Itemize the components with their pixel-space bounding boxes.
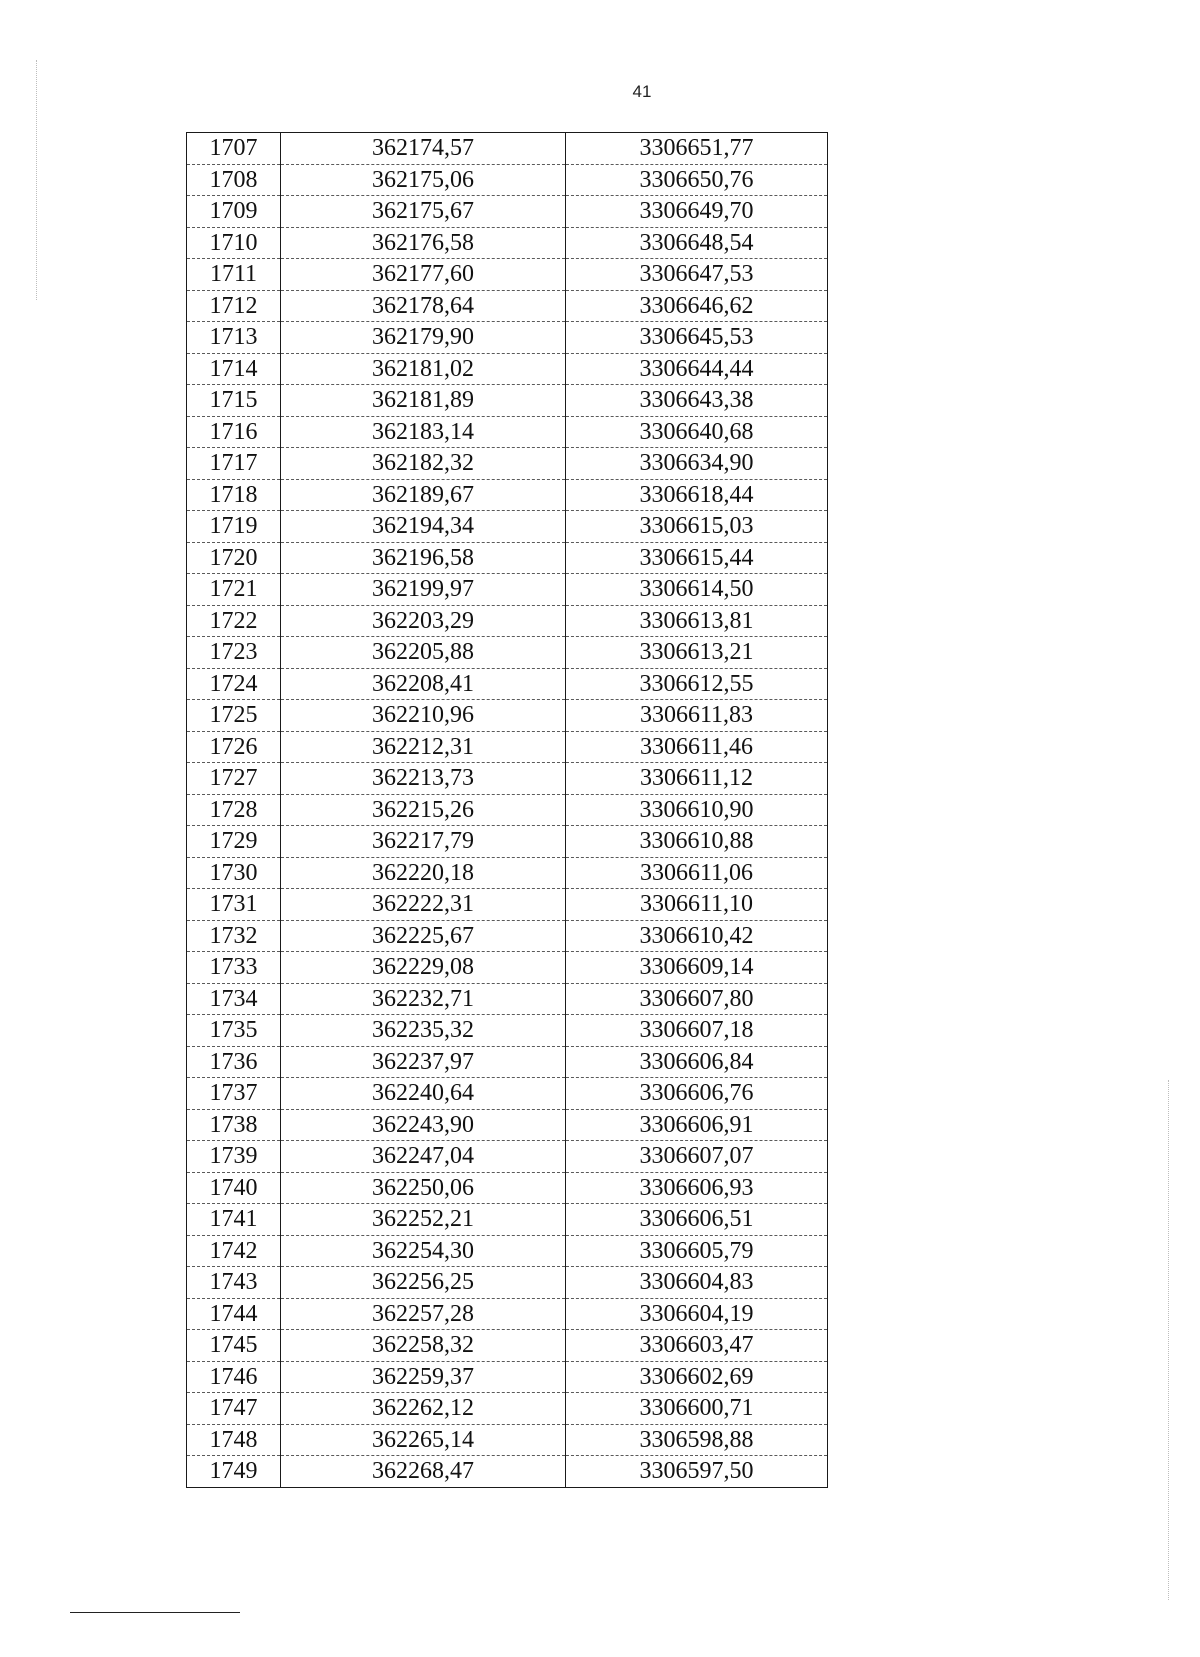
- y-coordinate-cell: 3306605,79: [566, 1235, 828, 1267]
- table-row: [187, 227, 828, 259]
- y-coordinate-cell: 3306651,77: [566, 133, 828, 165]
- point-number-cell: 1749: [187, 1456, 281, 1488]
- x-coordinate-cell: 362229,08: [281, 952, 566, 984]
- table-row: [187, 920, 828, 952]
- table-row: [187, 1046, 828, 1078]
- point-number-cell: 1746: [187, 1361, 281, 1393]
- y-coordinate-cell: 3306646,62: [566, 290, 828, 322]
- table-row: [187, 1235, 828, 1267]
- y-coordinate-cell: 3306611,12: [566, 763, 828, 795]
- point-number-cell: 1734: [187, 983, 281, 1015]
- x-coordinate-cell: 362213,73: [281, 763, 566, 795]
- table-row: [187, 133, 828, 165]
- table-row: [187, 1204, 828, 1236]
- table-row: [187, 322, 828, 354]
- point-number-cell: 1716: [187, 416, 281, 448]
- point-number-cell: 1738: [187, 1109, 281, 1141]
- y-coordinate-cell: 3306597,50: [566, 1456, 828, 1488]
- table-row: [187, 448, 828, 480]
- x-coordinate-cell: 362259,37: [281, 1361, 566, 1393]
- x-coordinate-cell: 362181,02: [281, 353, 566, 385]
- table-row: [187, 416, 828, 448]
- point-number-cell: 1728: [187, 794, 281, 826]
- y-coordinate-cell: 3306607,80: [566, 983, 828, 1015]
- y-coordinate-cell: 3306649,70: [566, 196, 828, 228]
- y-coordinate-cell: 3306610,88: [566, 826, 828, 858]
- table-row: [187, 353, 828, 385]
- table-row: [187, 1015, 828, 1047]
- point-number-cell: 1717: [187, 448, 281, 480]
- point-number-cell: 1708: [187, 164, 281, 196]
- y-coordinate-cell: 3306602,69: [566, 1361, 828, 1393]
- x-coordinate-cell: 362225,67: [281, 920, 566, 952]
- coordinates-table-body: [187, 133, 828, 1488]
- x-coordinate-cell: 362256,25: [281, 1267, 566, 1299]
- scan-artifact-left: [36, 60, 37, 300]
- table-row: [187, 605, 828, 637]
- point-number-cell: 1739: [187, 1141, 281, 1173]
- table-row: [187, 1141, 828, 1173]
- x-coordinate-cell: 362237,97: [281, 1046, 566, 1078]
- x-coordinate-cell: 362175,67: [281, 196, 566, 228]
- point-number-cell: 1725: [187, 700, 281, 732]
- y-coordinate-cell: 3306640,68: [566, 416, 828, 448]
- y-coordinate-cell: 3306648,54: [566, 227, 828, 259]
- table-row: [187, 700, 828, 732]
- scan-artifact-right: [1168, 1080, 1169, 1600]
- x-coordinate-cell: 362258,32: [281, 1330, 566, 1362]
- point-number-cell: 1730: [187, 857, 281, 889]
- point-number-cell: 1710: [187, 227, 281, 259]
- x-coordinate-cell: 362240,64: [281, 1078, 566, 1110]
- footnote-separator: [70, 1612, 240, 1613]
- x-coordinate-cell: 362182,32: [281, 448, 566, 480]
- table-row: [187, 1393, 828, 1425]
- table-row: [187, 983, 828, 1015]
- table-row: [187, 1267, 828, 1299]
- y-coordinate-cell: 3306610,42: [566, 920, 828, 952]
- x-coordinate-cell: 362262,12: [281, 1393, 566, 1425]
- table-row: [187, 889, 828, 921]
- table-row: [187, 794, 828, 826]
- y-coordinate-cell: 3306615,03: [566, 511, 828, 543]
- table-row: [187, 542, 828, 574]
- table-row: [187, 952, 828, 984]
- point-number-cell: 1711: [187, 259, 281, 291]
- point-number-cell: 1731: [187, 889, 281, 921]
- y-coordinate-cell: 3306650,76: [566, 164, 828, 196]
- y-coordinate-cell: 3306614,50: [566, 574, 828, 606]
- x-coordinate-cell: 362250,06: [281, 1172, 566, 1204]
- y-coordinate-cell: 3306611,10: [566, 889, 828, 921]
- y-coordinate-cell: 3306606,91: [566, 1109, 828, 1141]
- x-coordinate-cell: 362212,31: [281, 731, 566, 763]
- x-coordinate-cell: 362183,14: [281, 416, 566, 448]
- x-coordinate-cell: 362179,90: [281, 322, 566, 354]
- y-coordinate-cell: 3306606,84: [566, 1046, 828, 1078]
- table-row: [187, 1109, 828, 1141]
- point-number-cell: 1719: [187, 511, 281, 543]
- y-coordinate-cell: 3306634,90: [566, 448, 828, 480]
- table-row: [187, 196, 828, 228]
- x-coordinate-cell: 362220,18: [281, 857, 566, 889]
- point-number-cell: 1712: [187, 290, 281, 322]
- y-coordinate-cell: 3306607,07: [566, 1141, 828, 1173]
- x-coordinate-cell: 362210,96: [281, 700, 566, 732]
- y-coordinate-cell: 3306615,44: [566, 542, 828, 574]
- y-coordinate-cell: 3306643,38: [566, 385, 828, 417]
- y-coordinate-cell: 3306604,83: [566, 1267, 828, 1299]
- x-coordinate-cell: 362196,58: [281, 542, 566, 574]
- table-row: [187, 731, 828, 763]
- y-coordinate-cell: 3306644,44: [566, 353, 828, 385]
- table-row: [187, 511, 828, 543]
- table-row: [187, 1172, 828, 1204]
- x-coordinate-cell: 362254,30: [281, 1235, 566, 1267]
- x-coordinate-cell: 362194,34: [281, 511, 566, 543]
- y-coordinate-cell: 3306645,53: [566, 322, 828, 354]
- table-row: [187, 1330, 828, 1362]
- x-coordinate-cell: 362217,79: [281, 826, 566, 858]
- table-row: [187, 763, 828, 795]
- x-coordinate-cell: 362265,14: [281, 1424, 566, 1456]
- point-number-cell: 1745: [187, 1330, 281, 1362]
- y-coordinate-cell: 3306618,44: [566, 479, 828, 511]
- x-coordinate-cell: 362235,32: [281, 1015, 566, 1047]
- table-row: [187, 259, 828, 291]
- point-number-cell: 1743: [187, 1267, 281, 1299]
- y-coordinate-cell: 3306647,53: [566, 259, 828, 291]
- point-number-cell: 1707: [187, 133, 281, 165]
- x-coordinate-cell: 362175,06: [281, 164, 566, 196]
- x-coordinate-cell: 362176,58: [281, 227, 566, 259]
- x-coordinate-cell: 362268,47: [281, 1456, 566, 1488]
- x-coordinate-cell: 362252,21: [281, 1204, 566, 1236]
- point-number-cell: 1721: [187, 574, 281, 606]
- table-row: [187, 637, 828, 669]
- y-coordinate-cell: 3306606,51: [566, 1204, 828, 1236]
- point-number-cell: 1732: [187, 920, 281, 952]
- y-coordinate-cell: 3306613,81: [566, 605, 828, 637]
- point-number-cell: 1718: [187, 479, 281, 511]
- point-number-cell: 1733: [187, 952, 281, 984]
- point-number-cell: 1735: [187, 1015, 281, 1047]
- coordinates-table: [186, 132, 828, 1488]
- point-number-cell: 1736: [187, 1046, 281, 1078]
- x-coordinate-cell: 362247,04: [281, 1141, 566, 1173]
- y-coordinate-cell: 3306606,93: [566, 1172, 828, 1204]
- y-coordinate-cell: 3306606,76: [566, 1078, 828, 1110]
- y-coordinate-cell: 3306611,06: [566, 857, 828, 889]
- point-number-cell: 1741: [187, 1204, 281, 1236]
- point-number-cell: 1740: [187, 1172, 281, 1204]
- y-coordinate-cell: 3306603,47: [566, 1330, 828, 1362]
- x-coordinate-cell: 362177,60: [281, 259, 566, 291]
- table-row: [187, 1456, 828, 1488]
- x-coordinate-cell: 362208,41: [281, 668, 566, 700]
- y-coordinate-cell: 3306611,46: [566, 731, 828, 763]
- table-row: [187, 574, 828, 606]
- table-row: [187, 1298, 828, 1330]
- point-number-cell: 1737: [187, 1078, 281, 1110]
- table-row: [187, 826, 828, 858]
- point-number-cell: 1729: [187, 826, 281, 858]
- point-number-cell: 1713: [187, 322, 281, 354]
- point-number-cell: 1744: [187, 1298, 281, 1330]
- page-number: 41: [632, 82, 652, 101]
- y-coordinate-cell: 3306610,90: [566, 794, 828, 826]
- point-number-cell: 1709: [187, 196, 281, 228]
- table-row: [187, 1361, 828, 1393]
- table-row: [187, 1078, 828, 1110]
- y-coordinate-cell: 3306613,21: [566, 637, 828, 669]
- y-coordinate-cell: 3306604,19: [566, 1298, 828, 1330]
- x-coordinate-cell: 362215,26: [281, 794, 566, 826]
- x-coordinate-cell: 362243,90: [281, 1109, 566, 1141]
- x-coordinate-cell: 362222,31: [281, 889, 566, 921]
- y-coordinate-cell: 3306611,83: [566, 700, 828, 732]
- table-row: [187, 857, 828, 889]
- table-row: [187, 290, 828, 322]
- table-row: [187, 164, 828, 196]
- x-coordinate-cell: 362189,67: [281, 479, 566, 511]
- y-coordinate-cell: 3306598,88: [566, 1424, 828, 1456]
- y-coordinate-cell: 3306607,18: [566, 1015, 828, 1047]
- point-number-cell: 1714: [187, 353, 281, 385]
- table-row: [187, 385, 828, 417]
- point-number-cell: 1715: [187, 385, 281, 417]
- point-number-cell: 1726: [187, 731, 281, 763]
- table-row: [187, 1424, 828, 1456]
- point-number-cell: 1727: [187, 763, 281, 795]
- x-coordinate-cell: 362257,28: [281, 1298, 566, 1330]
- x-coordinate-cell: 362181,89: [281, 385, 566, 417]
- point-number-cell: 1723: [187, 637, 281, 669]
- point-number-cell: 1722: [187, 605, 281, 637]
- x-coordinate-cell: 362205,88: [281, 637, 566, 669]
- table-row: [187, 479, 828, 511]
- y-coordinate-cell: 3306612,55: [566, 668, 828, 700]
- x-coordinate-cell: 362232,71: [281, 983, 566, 1015]
- x-coordinate-cell: 362178,64: [281, 290, 566, 322]
- point-number-cell: 1748: [187, 1424, 281, 1456]
- point-number-cell: 1724: [187, 668, 281, 700]
- point-number-cell: 1742: [187, 1235, 281, 1267]
- point-number-cell: 1747: [187, 1393, 281, 1425]
- y-coordinate-cell: 3306609,14: [566, 952, 828, 984]
- table-row: [187, 668, 828, 700]
- y-coordinate-cell: 3306600,71: [566, 1393, 828, 1425]
- point-number-cell: 1720: [187, 542, 281, 574]
- x-coordinate-cell: 362174,57: [281, 133, 566, 165]
- x-coordinate-cell: 362203,29: [281, 605, 566, 637]
- x-coordinate-cell: 362199,97: [281, 574, 566, 606]
